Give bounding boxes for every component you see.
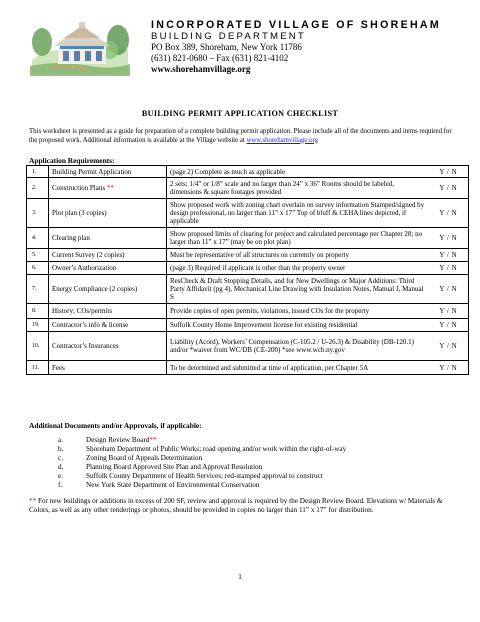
requirement-row <box>27 275 469 304</box>
requirement-item-label: Contractor’s info & license <box>52 321 129 329</box>
requirement-number: 11. <box>27 361 49 375</box>
requirement-item <box>49 275 167 304</box>
requirement-number: 3. <box>27 199 49 228</box>
additional-heading: Additional Documents and/or Approvals, if applicable: <box>29 421 202 430</box>
requirement-item <box>49 249 167 262</box>
requirement-item <box>49 199 167 228</box>
design-review-note <box>29 497 459 516</box>
list-marker: b. <box>58 445 64 453</box>
list-marker: a. <box>58 436 63 444</box>
list-text <box>86 445 346 454</box>
requirement-row <box>27 319 469 332</box>
requirement-number: 1. <box>27 166 49 178</box>
village-website-link[interactable]: www.shorehamvillage.org <box>246 136 319 144</box>
org-name: INCORPORATED VILLAGE OF SHOREHAM <box>151 19 441 31</box>
requirement-number: 8. <box>27 304 49 319</box>
requirement-row <box>27 228 469 249</box>
list-marker: f. <box>58 481 63 489</box>
list-text <box>86 454 202 463</box>
requirement-description: Show proposed limits of clearing for project and calculated percentage per Chapter 28; no larger than 11” x 17” (may be on plot plan) <box>167 228 429 249</box>
requirement-row <box>27 304 469 319</box>
yes-no-choice[interactable]: Y / N <box>429 178 469 199</box>
phone-fax: (631) 821-0680 – Fax (631) 821-4102 <box>151 53 289 63</box>
page-title: BUILDING PERMIT APPLICATION CHECKLIST <box>141 109 339 118</box>
requirement-description: Liability (Acord), Workers’ Compensation (C-105.2 / U-26.3) & Disability (DB-120.1) and/or *waiver from WC/DB (CE-200) *see www.wcb.ny.gov <box>167 332 429 361</box>
requirement-item <box>49 304 167 319</box>
address: PO Box 389, Shoreham, New York 11786 <box>151 42 302 52</box>
requirement-description: 2 sets; 1/4” or 1/8” scale and no larger than 24” x 36” Rooms should be labeled, dimensions & square footages provided <box>167 178 429 199</box>
requirement-row <box>27 199 469 228</box>
list-item <box>58 472 468 481</box>
list-item <box>58 481 468 490</box>
note-flag: ** <box>29 497 37 505</box>
requirement-row <box>27 332 469 361</box>
requirement-description: (page 3) Required if applicant is other than the property owner <box>167 262 429 275</box>
list-flag: ** <box>149 436 157 444</box>
requirement-row <box>27 178 469 199</box>
yes-no-choice[interactable]: Y / N <box>429 361 469 375</box>
requirement-number: 6. <box>27 262 49 275</box>
requirement-row <box>27 166 469 178</box>
requirement-number: 19. <box>27 319 49 332</box>
requirement-item <box>49 319 167 332</box>
list-marker: c. <box>58 454 63 462</box>
requirement-item-label: Building Permit Application <box>52 167 132 176</box>
list-marker: e. <box>58 472 63 480</box>
requirement-flag: ** <box>106 184 114 192</box>
requirement-description: Show proposed work with zoning chart overlain on survey information Stamped/signed by design professional, no larger than 11” x 17” Top of bluff & CEHA lines depicted, if applicable <box>167 199 429 228</box>
requirement-item <box>49 262 167 275</box>
requirement-description: Suffolk County Home Improvement license for existing residential <box>167 319 429 332</box>
requirement-item-label: History; COs/permits <box>52 307 113 315</box>
list-item <box>58 436 468 445</box>
website: www.shorehamvillage.org <box>151 64 251 74</box>
list-text <box>86 481 259 490</box>
yes-no-choice[interactable]: Y / N <box>429 275 469 304</box>
additional-list <box>58 436 468 490</box>
note-text: For new buildings or additions in excess of 200 SF, review and approval is required by the Design Review Board. Elevations w/ Materials & Colors, as well as any other renderings or photos, should be provided in copies no larger than 11” x 17” for distribution. <box>29 497 443 515</box>
list-item <box>58 445 468 454</box>
requirement-item <box>49 332 167 361</box>
requirement-item-label: Fees <box>52 363 65 372</box>
list-text-label: Suffolk County Department of Health Services; red-stamped approval to construct <box>86 472 323 480</box>
yes-no-choice[interactable]: Y / N <box>429 199 469 228</box>
requirement-item <box>49 166 167 178</box>
list-text-label: New York State Department of Environmental Conservation <box>86 481 260 489</box>
intro-text: This worksheet is presented as a guide for preparation of a complete building permit application. Please include all of the documents and items required for the proposed work. Additional information is available at the Village website at <box>29 128 452 144</box>
yes-no-choice[interactable]: Y / N <box>429 304 469 319</box>
requirement-item <box>49 178 167 199</box>
list-text-label: Zoning Board of Appeals Determination <box>86 454 203 462</box>
requirements-table <box>26 165 469 375</box>
intro-paragraph <box>29 128 453 145</box>
requirement-description: Provide copies of open permits, violations, issued COs for the property <box>167 304 429 319</box>
yes-no-choice[interactable]: Y / N <box>429 319 469 332</box>
letterhead <box>151 19 471 75</box>
list-text-label: Shoreham Department of Public Works; road opening and/or work within the right-of-way <box>86 445 347 453</box>
requirement-description: To be determined and submitted at time of application, per Chapter 5A <box>167 361 429 375</box>
page-number: 1 <box>238 572 242 581</box>
list-text <box>86 436 157 445</box>
yes-no-choice[interactable]: Y / N <box>429 262 469 275</box>
village-hall-logo-icon <box>30 16 130 76</box>
requirements-heading: Application Requirements: <box>29 156 115 165</box>
requirement-number: 10. <box>27 332 49 361</box>
requirement-number: 5. <box>27 249 49 262</box>
list-marker: d. <box>58 463 64 471</box>
requirement-item <box>49 228 167 249</box>
list-text-label: Planning Board Approved Site Plan and Approval Resolution <box>86 463 263 471</box>
requirement-number: 4. <box>27 228 49 249</box>
requirement-item-label: Owner’s Authorization <box>52 264 117 272</box>
yes-no-choice[interactable]: Y / N <box>429 249 469 262</box>
requirement-item-label: Clearing plan <box>52 234 90 242</box>
requirement-number: 7. <box>27 275 49 304</box>
list-item <box>58 454 468 463</box>
yes-no-choice[interactable]: Y / N <box>429 166 469 178</box>
department-name: BUILDING DEPARTMENT <box>151 31 306 42</box>
list-text <box>86 472 323 481</box>
requirement-row <box>27 361 469 375</box>
requirement-item-label: Energy Compliance (2 copies) <box>52 285 138 293</box>
yes-no-choice[interactable]: Y / N <box>429 228 469 249</box>
requirement-description: (page 2) Complete as much as applicable <box>167 166 429 178</box>
requirement-item-label: Construction Plans <box>52 184 107 192</box>
requirement-number: 2. <box>27 178 49 199</box>
list-item <box>58 463 468 472</box>
requirement-item <box>49 361 167 375</box>
requirement-item-label: Contractor’s Insurances <box>52 342 119 350</box>
requirement-description: Must be representative of all structures on currently on property <box>167 249 429 262</box>
yes-no-choice[interactable]: Y / N <box>429 332 469 361</box>
requirement-row <box>27 262 469 275</box>
list-text-label: Design Review Board <box>86 436 150 444</box>
requirement-item-label: Plot plan (3 copies) <box>52 209 107 217</box>
list-text <box>86 463 262 472</box>
requirement-row <box>27 249 469 262</box>
requirement-item-label: Current Survey (2 copies) <box>52 251 125 259</box>
requirement-description: ResCheck & Draft Stopping Details, and for New Dwellings or Major Additions: Third Party Affidavit (pg 4), Mechanical Line Drawing with Insulation Notes, Manual J, Manual S <box>167 275 429 304</box>
